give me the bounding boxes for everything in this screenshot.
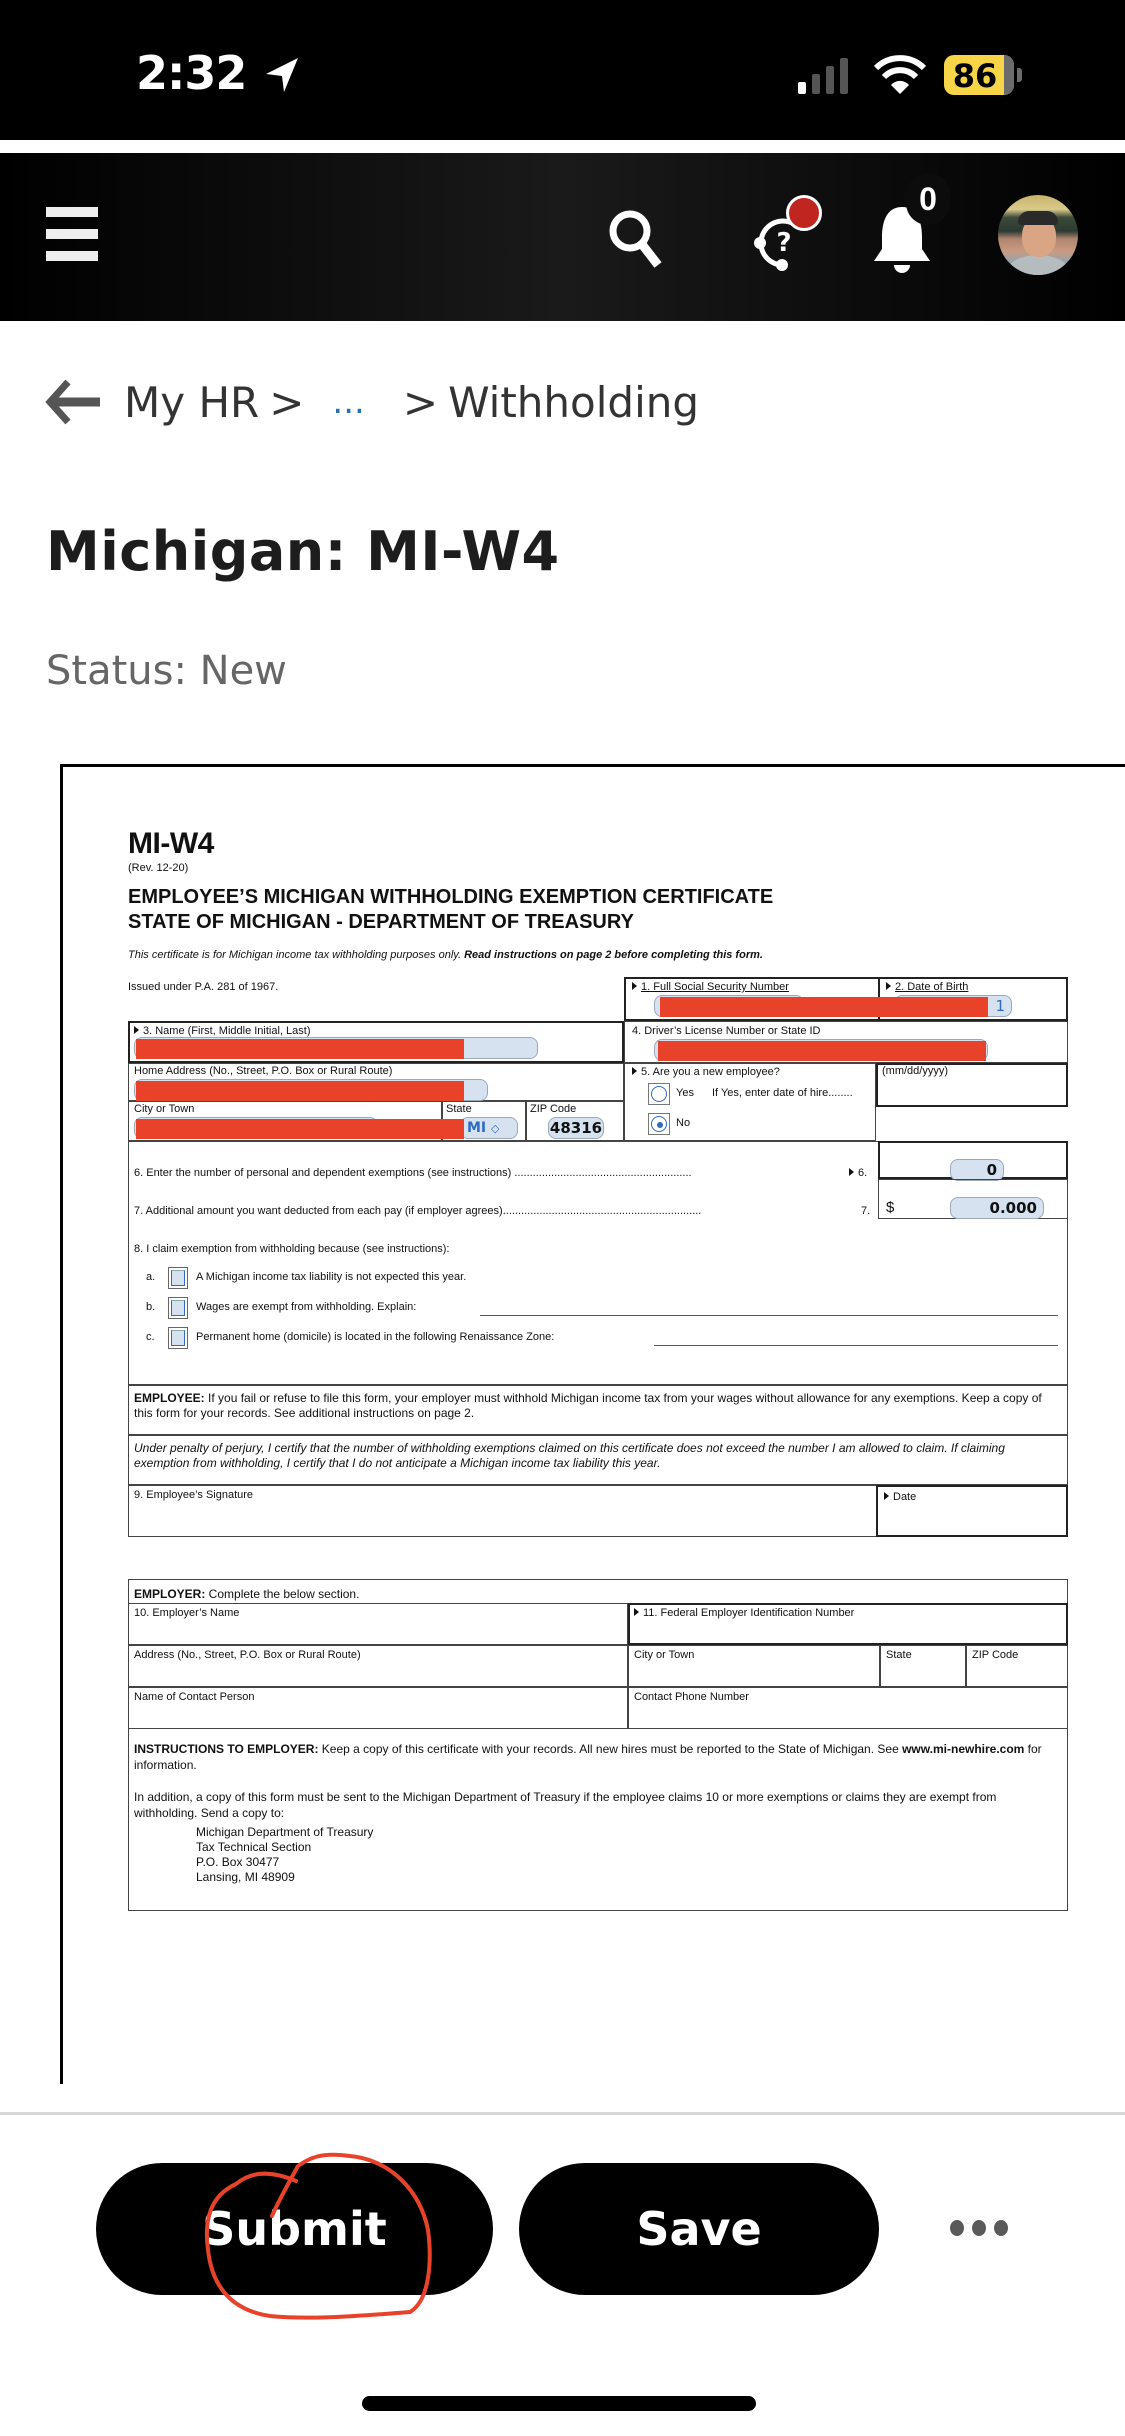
location-arrow-icon xyxy=(262,56,302,96)
line8b-letter: b. xyxy=(146,1301,156,1313)
employer-zip-label: ZIP Code xyxy=(972,1649,1019,1661)
wifi-icon xyxy=(872,52,928,96)
redaction-address xyxy=(136,1081,464,1101)
line7-num: 7. xyxy=(861,1205,871,1217)
issued-under: Issued under P.A. 281 of 1967. xyxy=(128,981,279,993)
no-label: No xyxy=(676,1117,691,1129)
mi-newhire-link[interactable]: www.mi-newhire.com xyxy=(902,1742,1025,1756)
city-label: City or Town xyxy=(134,1103,195,1115)
cellular-signal-icon xyxy=(796,56,856,96)
form-heading-line1: EMPLOYEE’S MICHIGAN WITHHOLDING EXEMPTION CERTIFICATE xyxy=(128,886,774,908)
dob-input[interactable]: 1 xyxy=(894,995,1012,1017)
svg-text:?: ? xyxy=(776,228,792,258)
more-horizontal-icon[interactable] xyxy=(950,2218,1008,2238)
line8c-text: Permanent home (domicile) is located in the following Renaissance Zone: xyxy=(196,1331,555,1343)
form-revision: (Rev. 12-20) xyxy=(128,862,189,874)
breadcrumb-separator: > xyxy=(269,377,305,427)
hamburger-menu-icon[interactable] xyxy=(46,207,98,265)
hire-date-format: (mm/dd/yyyy) xyxy=(882,1065,948,1077)
contact-phone-label: Contact Phone Number xyxy=(634,1691,749,1703)
state-label: State xyxy=(446,1103,472,1115)
avatar[interactable] xyxy=(998,195,1078,275)
line6-num: 6. xyxy=(846,1167,867,1179)
checkbox-8b[interactable] xyxy=(168,1297,188,1319)
checkbox-8c[interactable] xyxy=(168,1327,188,1349)
redaction-ssn-dob xyxy=(660,997,988,1017)
name-label: 3. Name (First, Middle Initial, Last) xyxy=(134,1025,311,1037)
dl-label: 4. Driver’s License Number or State ID xyxy=(632,1025,821,1037)
redaction-city xyxy=(136,1119,464,1139)
app-header xyxy=(0,153,1125,321)
status-label: Status: New xyxy=(46,648,287,694)
address-label: Home Address (No., Street, P.O. Box or Rural Route) xyxy=(134,1065,393,1077)
employer-instructions: INSTRUCTIONS TO EMPLOYER: Keep a copy of this certificate with your records. All new hires must be reported to the State of Michigan. See www.mi-newhire.com for information. xyxy=(134,1742,1042,1772)
form-viewer[interactable] xyxy=(60,764,1125,2084)
status-bar xyxy=(0,0,1125,140)
save-button[interactable]: Save xyxy=(519,2163,879,2295)
radio-new-employee-yes[interactable] xyxy=(648,1083,670,1105)
back-arrow-icon[interactable] xyxy=(44,379,102,425)
page-title: Michigan: MI-W4 xyxy=(46,520,560,583)
help-notification-badge xyxy=(786,195,822,231)
line8b-text: Wages are exempt from withholding. Explain: xyxy=(196,1301,417,1313)
battery-tip xyxy=(1017,68,1022,82)
line8a-text: A Michigan income tax liability is not expected this year. xyxy=(196,1271,467,1283)
fein-label: 11. Federal Employer Identification Number xyxy=(634,1607,854,1619)
search-icon[interactable] xyxy=(606,207,670,271)
home-indicator[interactable] xyxy=(362,2396,756,2411)
note-text: This certificate is for Michigan income tax withholding purposes only. xyxy=(128,949,465,961)
note-bold: Read instructions on page 2 before completing this form. xyxy=(464,949,763,961)
status-time: 2:32 xyxy=(136,46,247,100)
state-select[interactable]: MI ◇ xyxy=(460,1117,518,1139)
breadcrumb-ellipsis[interactable]: ... xyxy=(332,382,365,422)
yes-hint: If Yes, enter date of hire........ xyxy=(712,1087,853,1099)
currency-symbol: $ xyxy=(886,1199,895,1216)
notification-count-badge: 0 xyxy=(906,173,950,225)
line6-text: 6. Enter the number of personal and dependent exemptions (see instructions) .......................................................... xyxy=(134,1167,692,1179)
bottom-divider xyxy=(0,2112,1125,2115)
breadcrumb-my-hr[interactable]: My HR xyxy=(124,377,260,427)
exemptions-input[interactable]: 0 xyxy=(950,1159,1004,1181)
form-heading-line2: STATE OF MICHIGAN - DEPARTMENT OF TREASURY xyxy=(128,911,634,933)
dob-label: 2. Date of Birth xyxy=(886,981,968,993)
new-employee-label: 5. Are you a new employee? xyxy=(632,1066,780,1078)
radio-new-employee-no[interactable] xyxy=(648,1113,670,1135)
zip-label: ZIP Code xyxy=(530,1103,577,1115)
employer-instructions-para2: In addition, a copy of this form must be sent to the Michigan Department of Treasury if the employee claims 10 or more exemptions or claims they are exempt from withholding. Send a copy to: xyxy=(134,1790,997,1820)
zip-input[interactable]: 48316 xyxy=(549,1119,603,1137)
employer-city-label: City or Town xyxy=(634,1649,695,1661)
line8a-letter: a. xyxy=(146,1271,156,1283)
ssn-label: 1. Full Social Security Number xyxy=(632,981,789,993)
breadcrumb xyxy=(44,372,699,432)
date-label: Date xyxy=(884,1491,916,1503)
employee-notice: EMPLOYEE: If you fail or refuse to file this form, your employer must withhold Michigan income tax from your wages without allowance for any exemptions. Keep a copy of this form for your records. See additional instructions on page 2. xyxy=(134,1391,1042,1420)
checkbox-8a[interactable] xyxy=(168,1267,188,1289)
form-heading xyxy=(128,885,773,935)
perjury-statement: Under penalty of perjury, I certify that the number of withholding exemptions claimed on this certificate does not exceed the number I am allowed to claim. If claiming exemption from withholding, I certify that I do not anticipate a Michigan income tax liability this year. xyxy=(134,1441,1005,1470)
signature-label: 9. Employee’s Signature xyxy=(134,1489,254,1501)
battery-icon xyxy=(944,55,1014,95)
yes-label: Yes xyxy=(676,1087,694,1099)
form-note xyxy=(128,949,763,961)
contact-person-label: Name of Contact Person xyxy=(134,1691,255,1703)
form-code: MI-W4 xyxy=(128,827,214,860)
line8-intro: 8. I claim exemption from withholding because (see instructions): xyxy=(134,1243,450,1255)
employer-address-label: Address (No., Street, P.O. Box or Rural Route) xyxy=(134,1649,361,1661)
submit-button[interactable]: Submit xyxy=(96,2163,493,2295)
employer-name-label: 10. Employer’s Name xyxy=(134,1607,240,1619)
breadcrumb-separator: > xyxy=(402,377,439,427)
employer-heading: EMPLOYER: Complete the below section. xyxy=(134,1587,360,1601)
battery-percent: 86 xyxy=(952,57,998,95)
treasury-address: Michigan Department of Treasury Tax Technical Section P.O. Box 30477 Lansing, MI 48909 xyxy=(196,1825,374,1884)
renaissance-zone-input-line[interactable] xyxy=(654,1345,1058,1346)
redaction-name xyxy=(136,1039,464,1059)
line7-text: 7. Additional amount you want deducted from each pay (if employer agrees)................................................................. xyxy=(134,1205,702,1217)
breadcrumb-withholding: Withholding xyxy=(448,377,700,427)
employer-state-label: State xyxy=(886,1649,912,1661)
explain-input-line[interactable] xyxy=(480,1315,1058,1316)
redaction-dl xyxy=(658,1041,986,1061)
line8c-letter: c. xyxy=(146,1331,155,1343)
additional-amount-input[interactable]: 0.000 xyxy=(950,1197,1044,1219)
